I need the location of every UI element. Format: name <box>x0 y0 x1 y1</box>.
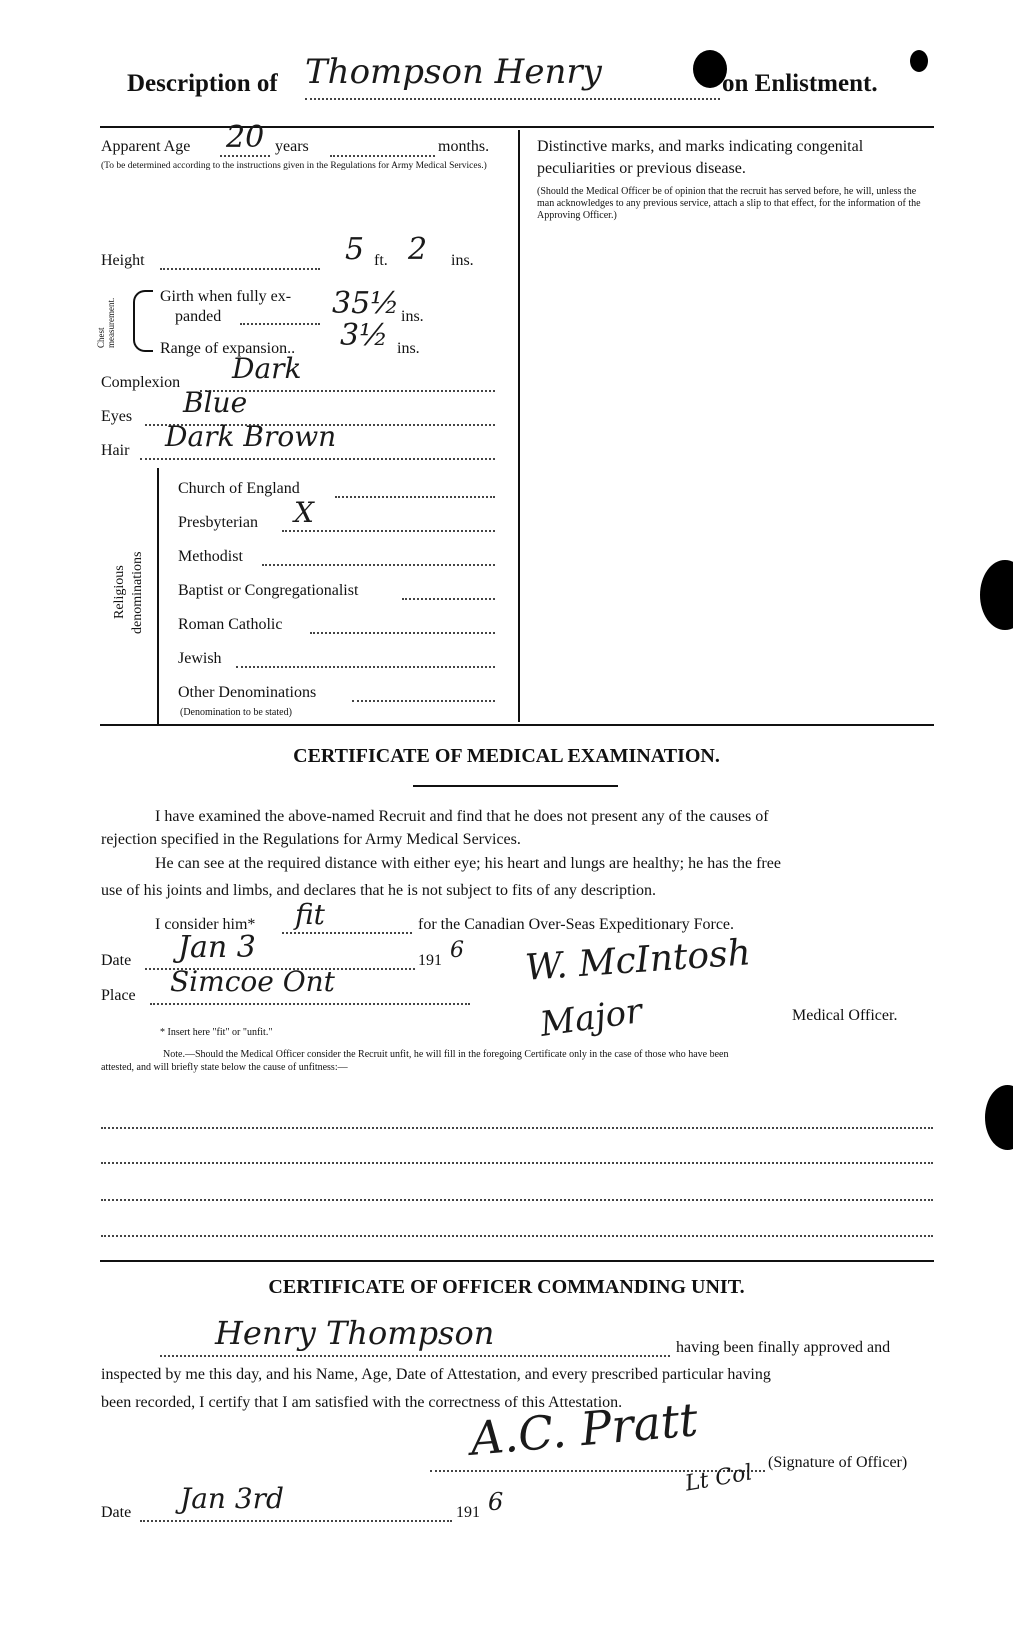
commanding-name-line <box>160 1355 670 1357</box>
consider-suffix: for the Canadian Over-Seas Expeditionary Force. <box>418 916 735 933</box>
header-prefix: Description of <box>127 70 278 97</box>
girth-label-1: Girth when fully ex- <box>160 288 292 305</box>
medical-place-value: Simcoe Ont <box>170 965 335 998</box>
medical-para1-line1: I have examined the above-named Recruit and find that he does not present any of the causes of <box>155 808 769 825</box>
religion-item: Methodist <box>178 548 243 565</box>
religion-bracket <box>157 468 159 724</box>
age-value-line <box>220 155 270 157</box>
years-label: years <box>275 138 309 155</box>
hair-label: Hair <box>101 442 130 459</box>
unfit-note-line2: attested, and will briefly state below the cause of unfitness:— <box>101 1062 348 1073</box>
punch-hole <box>985 1085 1013 1150</box>
commanding-year-prefix: 191 <box>456 1504 480 1521</box>
presbyterian-mark: X <box>294 496 314 529</box>
religion-line <box>352 700 495 702</box>
religion-item: Roman Catholic <box>178 616 283 633</box>
chest-brace <box>133 290 153 352</box>
medical-date-value: Jan 3 <box>178 930 256 965</box>
medical-officer-signature: W. McIntosh <box>523 932 752 989</box>
religion-line <box>236 666 495 668</box>
ink-blot <box>910 50 928 72</box>
hair-line <box>140 458 495 460</box>
months-label: months. <box>438 138 490 155</box>
hair-value: Dark Brown <box>165 420 337 453</box>
range-ins-label: ins. <box>397 340 420 357</box>
girth-label-2: panded <box>175 308 222 325</box>
age-label: Apparent Age <box>101 138 191 155</box>
religion-line <box>282 530 495 532</box>
other-denomination-note: (Denomination to be stated) <box>180 707 292 718</box>
commanding-date-value: Jan 3rd <box>180 1482 284 1515</box>
complexion-value: Dark <box>232 352 302 385</box>
consider-line <box>282 932 412 934</box>
commanding-date-label: Date <box>101 1504 132 1521</box>
commanding-signature-rank: Lt Col <box>683 1460 755 1497</box>
medical-para2-line2: use of his joints and limbs, and declares that he is not subject to fits of any description. <box>101 882 657 899</box>
religion-side-label: Religious denominations <box>112 551 145 634</box>
age-note: (To be determined according to the instructions given in the Regulations for Army Medical Services.) <box>101 161 487 171</box>
medical-officer-label: Medical Officer. <box>792 1007 898 1024</box>
commanding-heading: CERTIFICATE OF OFFICER COMMANDING UNIT. <box>268 1276 745 1298</box>
religion-item: Presbyterian <box>178 514 258 531</box>
punch-hole <box>980 560 1013 630</box>
age-value: 20 <box>226 120 265 155</box>
header-name: Thompson Henry <box>305 52 602 92</box>
commanding-sig-label: (Signature of Officer) <box>768 1454 908 1471</box>
unfitness-line <box>101 1127 933 1129</box>
height-label: Height <box>101 252 145 269</box>
form-bottom-rule <box>100 724 934 726</box>
commanding-name-value: Henry Thompson <box>215 1314 495 1352</box>
girth-line <box>240 323 320 325</box>
religion-item: Baptist or Congregationalist <box>178 582 359 599</box>
commanding-line2: inspected by me this day, and his Name, Age, Date of Attestation, and every prescribed particular having <box>101 1366 771 1383</box>
consider-prefix: I consider him* <box>155 916 256 933</box>
consider-value: fit <box>295 898 325 931</box>
medical-place-label: Place <box>101 987 136 1004</box>
eyes-value: Blue <box>183 386 248 419</box>
commanding-year-digit: 6 <box>488 1488 504 1516</box>
medical-year-digit: 6 <box>450 938 464 963</box>
eyes-label: Eyes <box>101 408 133 425</box>
religion-line <box>310 632 495 634</box>
unfit-note-line1: Note.—Should the Medical Officer consider the Recruit unfit, he will fill in the foregoing Certificate only in the case of those who have been <box>163 1049 729 1060</box>
insert-note: * Insert here "fit" or "unfit." <box>160 1027 273 1038</box>
form-column-divider <box>518 130 520 722</box>
ft-label: ft. <box>374 252 388 269</box>
commanding-signature: A.C. Pratt <box>468 1392 700 1466</box>
header-suffix: on Enlistment. <box>722 70 878 97</box>
months-line <box>330 155 435 157</box>
religion-item: Church of England <box>178 480 300 497</box>
commanding-line1-suffix: having been finally approved and <box>676 1339 891 1356</box>
religion-line <box>402 598 495 600</box>
section-rule <box>100 1260 934 1262</box>
unfitness-line <box>101 1162 933 1164</box>
religion-item: Other Denominations <box>178 684 317 701</box>
medical-place-line <box>150 1003 470 1005</box>
unfitness-line <box>101 1235 933 1237</box>
medical-year-prefix: 191 <box>418 952 442 969</box>
religion-line <box>262 564 495 566</box>
distinctive-title: Distinctive marks, and marks indicating congenital peculiarities or previous disease. <box>537 138 864 177</box>
girth-ins-label: ins. <box>401 308 424 325</box>
range-label: Range of expansion.. <box>160 340 296 357</box>
girth-value: 35½ <box>332 286 400 321</box>
commanding-date-line <box>140 1520 452 1522</box>
religion-line <box>335 496 495 498</box>
complexion-label: Complexion <box>101 374 181 391</box>
distinctive-note: (Should the Medical Officer be of opinion that the recruit has served before, he will, unless the man acknowledges to any previous service, attach a slip to that effect, for the information of the Approving Officer.) <box>537 186 921 221</box>
medical-para2-line1: He can see at the required distance with either eye; his heart and lungs are healthy; he has the free <box>155 855 781 872</box>
medical-officer-rank: Major <box>537 991 645 1045</box>
religion-item: Jewish <box>178 650 222 667</box>
header-name-line <box>305 98 720 100</box>
chest-side-label: Chest measurement. <box>96 297 116 348</box>
height-ft-value: 5 <box>345 232 365 267</box>
medical-heading: CERTIFICATE OF MEDICAL EXAMINATION. <box>293 745 720 767</box>
height-line <box>160 268 320 270</box>
medical-heading-rule <box>413 785 618 787</box>
medical-date-label: Date <box>101 952 132 969</box>
range-value: 3½ <box>340 318 389 353</box>
commanding-line3: been recorded, I certify that I am satisfied with the correctness of this Attestation. <box>101 1394 623 1411</box>
height-ins-label: ins. <box>451 252 474 269</box>
unfitness-line <box>101 1199 933 1201</box>
medical-para1-line2: rejection specified in the Regulations for Army Medical Services. <box>101 831 521 848</box>
height-in-value: 2 <box>408 232 428 267</box>
